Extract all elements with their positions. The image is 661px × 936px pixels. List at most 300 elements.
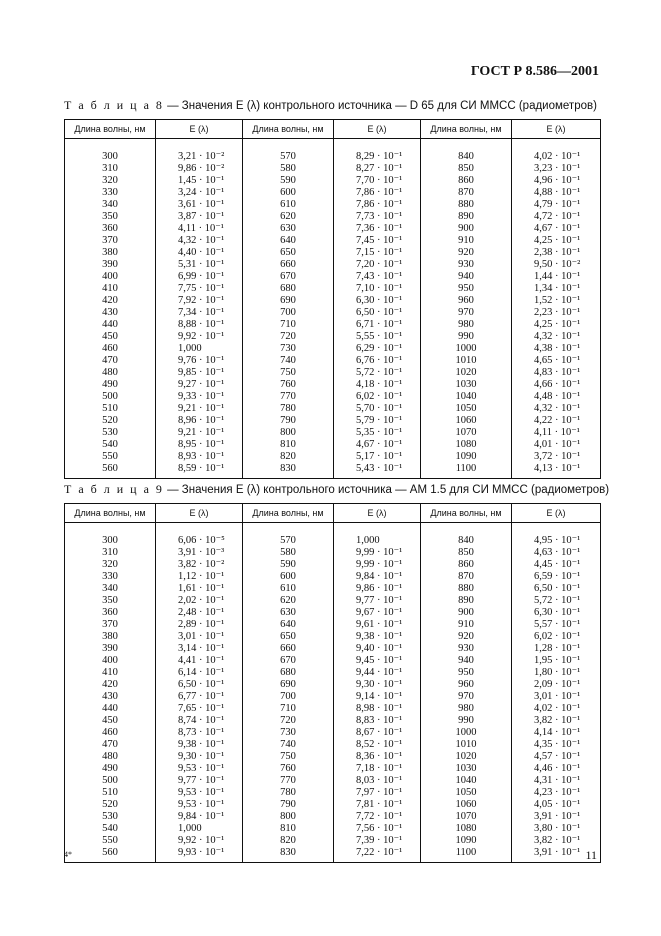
wavelength-cell: 340 (65, 583, 156, 595)
irradiance-value-cell: 4,25 · 10⁻¹ (512, 235, 601, 247)
wavelength-cell: 400 (65, 655, 156, 667)
table8-row (65, 403, 601, 415)
wavelength-cell: 440 (65, 703, 156, 715)
irradiance-value-cell: 4,46 · 10⁻¹ (512, 763, 601, 775)
irradiance-value-cell: 1,000 (156, 343, 243, 355)
wavelength-cell: 1080 (421, 823, 512, 835)
wavelength-cell: 310 (65, 163, 156, 175)
wavelength-cell: 780 (243, 787, 334, 799)
table8-row (65, 283, 601, 295)
irradiance-value-cell: 3,91 · 10⁻¹ (512, 811, 601, 823)
irradiance-value-cell: 5,72 · 10⁻¹ (334, 367, 421, 379)
table8-row (65, 199, 601, 211)
wavelength-cell: 820 (243, 835, 334, 847)
wavelength-cell: 540 (65, 439, 156, 451)
wavelength-cell: 510 (65, 403, 156, 415)
wavelength-cell: 1020 (421, 751, 512, 763)
wavelength-cell: 700 (243, 307, 334, 319)
irradiance-value-cell: 4,23 · 10⁻¹ (512, 787, 601, 799)
table8-header-cell: Длина волны, нм (65, 120, 156, 139)
wavelength-cell: 600 (243, 187, 334, 199)
irradiance-value-cell: 1,000 (156, 823, 243, 835)
wavelength-cell: 710 (243, 703, 334, 715)
wavelength-cell: 1040 (421, 775, 512, 787)
wavelength-cell: 740 (243, 739, 334, 751)
wavelength-cell: 830 (243, 847, 334, 863)
table8-caption-text: — Значения E (λ) контрольного источника — D 65 для СИ ММСС (радиометров) (163, 100, 597, 112)
irradiance-value-cell: 8,74 · 10⁻¹ (156, 715, 243, 727)
irradiance-value-cell: 4,67 · 10⁻¹ (512, 223, 601, 235)
wavelength-cell: 1060 (421, 415, 512, 427)
table8-row (65, 139, 601, 164)
irradiance-value-cell: 9,44 · 10⁻¹ (334, 667, 421, 679)
table9-caption (64, 482, 609, 497)
irradiance-value-cell: 5,35 · 10⁻¹ (334, 427, 421, 439)
table8-row (65, 163, 601, 175)
wavelength-cell: 650 (243, 247, 334, 259)
wavelength-cell: 770 (243, 391, 334, 403)
wavelength-cell: 840 (421, 139, 512, 164)
irradiance-value-cell: 8,67 · 10⁻¹ (334, 727, 421, 739)
wavelength-cell: 750 (243, 751, 334, 763)
wavelength-cell: 800 (243, 811, 334, 823)
irradiance-value-cell: 9,45 · 10⁻¹ (334, 655, 421, 667)
wavelength-cell: 1000 (421, 727, 512, 739)
table9-row (65, 595, 601, 607)
irradiance-value-cell: 4,41 · 10⁻¹ (156, 655, 243, 667)
wavelength-cell: 520 (65, 799, 156, 811)
wavelength-cell: 860 (421, 559, 512, 571)
table8-row (65, 427, 601, 439)
wavelength-cell: 840 (421, 523, 512, 548)
table9-header-cell: Длина волны, нм (243, 504, 334, 523)
wavelength-cell: 770 (243, 775, 334, 787)
wavelength-cell: 680 (243, 283, 334, 295)
irradiance-value-cell: 7,10 · 10⁻¹ (334, 283, 421, 295)
irradiance-value-cell: 4,32 · 10⁻¹ (512, 331, 601, 343)
wavelength-cell: 720 (243, 331, 334, 343)
wavelength-cell: 590 (243, 559, 334, 571)
table9-row (65, 787, 601, 799)
wavelength-cell: 300 (65, 523, 156, 548)
wavelength-cell: 550 (65, 451, 156, 463)
irradiance-value-cell: 4,11 · 10⁻¹ (156, 223, 243, 235)
irradiance-value-cell: 8,96 · 10⁻¹ (156, 415, 243, 427)
wavelength-cell: 750 (243, 367, 334, 379)
irradiance-value-cell: 4,11 · 10⁻¹ (512, 427, 601, 439)
irradiance-value-cell: 7,22 · 10⁻¹ (334, 847, 421, 863)
irradiance-value-cell: 6,76 · 10⁻¹ (334, 355, 421, 367)
irradiance-value-cell: 3,72 · 10⁻¹ (512, 451, 601, 463)
wavelength-cell: 660 (243, 259, 334, 271)
table8-row (65, 175, 601, 187)
irradiance-value-cell: 6,59 · 10⁻¹ (512, 571, 601, 583)
wavelength-cell: 650 (243, 631, 334, 643)
wavelength-cell: 610 (243, 583, 334, 595)
wavelength-cell: 980 (421, 319, 512, 331)
wavelength-cell: 900 (421, 223, 512, 235)
wavelength-cell: 810 (243, 823, 334, 835)
wavelength-cell: 1010 (421, 739, 512, 751)
wavelength-cell: 500 (65, 391, 156, 403)
table9-row (65, 823, 601, 835)
wavelength-cell: 320 (65, 559, 156, 571)
wavelength-cell: 430 (65, 691, 156, 703)
wavelength-cell: 360 (65, 223, 156, 235)
irradiance-value-cell: 9,92 · 10⁻¹ (156, 835, 243, 847)
wavelength-cell: 1070 (421, 427, 512, 439)
irradiance-value-cell: 6,30 · 10⁻¹ (512, 607, 601, 619)
irradiance-value-cell: 7,86 · 10⁻¹ (334, 199, 421, 211)
wavelength-cell: 670 (243, 655, 334, 667)
wavelength-cell: 630 (243, 607, 334, 619)
irradiance-value-cell: 4,88 · 10⁻¹ (512, 187, 601, 199)
wavelength-cell: 1050 (421, 787, 512, 799)
irradiance-value-cell: 3,24 · 10⁻¹ (156, 187, 243, 199)
irradiance-value-cell: 1,12 · 10⁻¹ (156, 571, 243, 583)
wavelength-cell: 470 (65, 355, 156, 367)
irradiance-value-cell: 9,76 · 10⁻¹ (156, 355, 243, 367)
irradiance-value-cell: 3,80 · 10⁻¹ (512, 823, 601, 835)
wavelength-cell: 560 (65, 847, 156, 863)
table8-header-cell: E (λ) (512, 120, 601, 139)
irradiance-value-cell: 9,30 · 10⁻¹ (334, 679, 421, 691)
wavelength-cell: 360 (65, 607, 156, 619)
wavelength-cell: 960 (421, 295, 512, 307)
wavelength-cell: 570 (243, 523, 334, 548)
irradiance-value-cell: 6,30 · 10⁻¹ (334, 295, 421, 307)
wavelength-cell: 410 (65, 667, 156, 679)
irradiance-value-cell: 5,57 · 10⁻¹ (512, 619, 601, 631)
irradiance-value-cell: 9,27 · 10⁻¹ (156, 379, 243, 391)
irradiance-value-cell: 4,95 · 10⁻¹ (512, 523, 601, 548)
irradiance-value-cell: 4,83 · 10⁻¹ (512, 367, 601, 379)
wavelength-cell: 370 (65, 619, 156, 631)
wavelength-cell: 1010 (421, 355, 512, 367)
irradiance-value-cell: 9,92 · 10⁻¹ (156, 331, 243, 343)
wavelength-cell: 620 (243, 211, 334, 223)
irradiance-value-cell: 7,18 · 10⁻¹ (334, 763, 421, 775)
table8-row (65, 379, 601, 391)
wavelength-cell: 420 (65, 679, 156, 691)
irradiance-value-cell: 8,95 · 10⁻¹ (156, 439, 243, 451)
wavelength-cell: 890 (421, 595, 512, 607)
irradiance-value-cell: 4,32 · 10⁻¹ (156, 235, 243, 247)
wavelength-cell: 850 (421, 547, 512, 559)
irradiance-value-cell: 4,32 · 10⁻¹ (512, 403, 601, 415)
wavelength-cell: 520 (65, 415, 156, 427)
table9-row (65, 619, 601, 631)
irradiance-value-cell: 6,50 · 10⁻¹ (156, 679, 243, 691)
irradiance-value-cell: 6,71 · 10⁻¹ (334, 319, 421, 331)
irradiance-value-cell: 8,88 · 10⁻¹ (156, 319, 243, 331)
irradiance-value-cell: 3,82 · 10⁻² (156, 559, 243, 571)
wavelength-cell: 610 (243, 199, 334, 211)
table9-row (65, 571, 601, 583)
irradiance-value-cell: 1,28 · 10⁻¹ (512, 643, 601, 655)
irradiance-value-cell: 4,05 · 10⁻¹ (512, 799, 601, 811)
irradiance-value-cell: 9,38 · 10⁻¹ (334, 631, 421, 643)
irradiance-value-cell: 4,35 · 10⁻¹ (512, 739, 601, 751)
wavelength-cell: 1100 (421, 463, 512, 479)
page-signature-mark: 4* (64, 850, 72, 859)
irradiance-value-cell: 7,36 · 10⁻¹ (334, 223, 421, 235)
wavelength-cell: 640 (243, 619, 334, 631)
table9-row (65, 631, 601, 643)
irradiance-value-cell: 3,82 · 10⁻¹ (512, 715, 601, 727)
table9-row (65, 679, 601, 691)
irradiance-value-cell: 5,70 · 10⁻¹ (334, 403, 421, 415)
irradiance-value-cell: 4,67 · 10⁻¹ (334, 439, 421, 451)
table8-row (65, 439, 601, 451)
irradiance-value-cell: 9,53 · 10⁻¹ (156, 799, 243, 811)
table8 (64, 119, 601, 479)
wavelength-cell: 940 (421, 655, 512, 667)
irradiance-value-cell: 9,14 · 10⁻¹ (334, 691, 421, 703)
wavelength-cell: 350 (65, 595, 156, 607)
irradiance-value-cell: 4,79 · 10⁻¹ (512, 199, 601, 211)
wavelength-cell: 380 (65, 247, 156, 259)
wavelength-cell: 970 (421, 691, 512, 703)
irradiance-value-cell: 6,02 · 10⁻¹ (512, 631, 601, 643)
wavelength-cell: 730 (243, 343, 334, 355)
irradiance-value-cell: 9,99 · 10⁻¹ (334, 547, 421, 559)
wavelength-cell: 900 (421, 607, 512, 619)
irradiance-value-cell: 9,21 · 10⁻¹ (156, 427, 243, 439)
wavelength-cell: 740 (243, 355, 334, 367)
irradiance-value-cell: 4,14 · 10⁻¹ (512, 727, 601, 739)
irradiance-value-cell: 3,91 · 10⁻¹ (512, 847, 601, 863)
table9-row (65, 835, 601, 847)
wavelength-cell: 830 (243, 463, 334, 479)
wavelength-cell: 580 (243, 547, 334, 559)
wavelength-cell: 330 (65, 571, 156, 583)
wavelength-cell: 390 (65, 643, 156, 655)
table8-header-cell: Длина волны, нм (243, 120, 334, 139)
irradiance-value-cell: 4,72 · 10⁻¹ (512, 211, 601, 223)
irradiance-value-cell: 4,18 · 10⁻¹ (334, 379, 421, 391)
table8-row (65, 223, 601, 235)
irradiance-value-cell: 2,09 · 10⁻¹ (512, 679, 601, 691)
table8-row (65, 271, 601, 283)
irradiance-value-cell: 7,72 · 10⁻¹ (334, 811, 421, 823)
wavelength-cell: 570 (243, 139, 334, 164)
table9-header-cell: Длина волны, нм (65, 504, 156, 523)
irradiance-value-cell: 6,29 · 10⁻¹ (334, 343, 421, 355)
irradiance-value-cell: 5,55 · 10⁻¹ (334, 331, 421, 343)
irradiance-value-cell: 9,30 · 10⁻¹ (156, 751, 243, 763)
irradiance-value-cell: 2,23 · 10⁻¹ (512, 307, 601, 319)
irradiance-value-cell: 4,02 · 10⁻¹ (512, 139, 601, 164)
irradiance-value-cell: 8,83 · 10⁻¹ (334, 715, 421, 727)
wavelength-cell: 350 (65, 211, 156, 223)
irradiance-value-cell: 4,45 · 10⁻¹ (512, 559, 601, 571)
wavelength-cell: 920 (421, 631, 512, 643)
wavelength-cell: 670 (243, 271, 334, 283)
irradiance-value-cell: 5,17 · 10⁻¹ (334, 451, 421, 463)
wavelength-cell: 390 (65, 259, 156, 271)
wavelength-cell: 950 (421, 283, 512, 295)
irradiance-value-cell: 9,85 · 10⁻¹ (156, 367, 243, 379)
irradiance-value-cell: 4,31 · 10⁻¹ (512, 775, 601, 787)
wavelength-cell: 890 (421, 211, 512, 223)
table9-row (65, 547, 601, 559)
irradiance-value-cell: 8,98 · 10⁻¹ (334, 703, 421, 715)
wavelength-cell: 990 (421, 715, 512, 727)
irradiance-value-cell: 3,01 · 10⁻¹ (156, 631, 243, 643)
wavelength-cell: 440 (65, 319, 156, 331)
irradiance-value-cell: 3,91 · 10⁻³ (156, 547, 243, 559)
irradiance-value-cell: 2,48 · 10⁻¹ (156, 607, 243, 619)
wavelength-cell: 910 (421, 235, 512, 247)
table8-row (65, 331, 601, 343)
table9-row (65, 559, 601, 571)
irradiance-value-cell: 4,40 · 10⁻¹ (156, 247, 243, 259)
wavelength-cell: 930 (421, 643, 512, 655)
irradiance-value-cell: 9,93 · 10⁻¹ (156, 847, 243, 863)
irradiance-value-cell: 7,15 · 10⁻¹ (334, 247, 421, 259)
irradiance-value-cell: 4,01 · 10⁻¹ (512, 439, 601, 451)
wavelength-cell: 510 (65, 787, 156, 799)
irradiance-value-cell: 9,84 · 10⁻¹ (334, 571, 421, 583)
irradiance-value-cell: 4,02 · 10⁻¹ (512, 703, 601, 715)
irradiance-value-cell: 7,65 · 10⁻¹ (156, 703, 243, 715)
wavelength-cell: 450 (65, 331, 156, 343)
irradiance-value-cell: 1,95 · 10⁻¹ (512, 655, 601, 667)
irradiance-value-cell: 8,52 · 10⁻¹ (334, 739, 421, 751)
wavelength-cell: 660 (243, 643, 334, 655)
wavelength-cell: 340 (65, 199, 156, 211)
irradiance-value-cell: 4,48 · 10⁻¹ (512, 391, 601, 403)
table8-header-cell: E (λ) (334, 120, 421, 139)
wavelength-cell: 1060 (421, 799, 512, 811)
irradiance-value-cell: 7,86 · 10⁻¹ (334, 187, 421, 199)
table9-row (65, 763, 601, 775)
irradiance-value-cell: 7,92 · 10⁻¹ (156, 295, 243, 307)
table8-row (65, 451, 601, 463)
irradiance-value-cell: 4,63 · 10⁻¹ (512, 547, 601, 559)
irradiance-value-cell: 1,34 · 10⁻¹ (512, 283, 601, 295)
table9-row (65, 727, 601, 739)
irradiance-value-cell: 7,56 · 10⁻¹ (334, 823, 421, 835)
irradiance-value-cell: 8,36 · 10⁻¹ (334, 751, 421, 763)
wavelength-cell: 930 (421, 259, 512, 271)
table9-row (65, 667, 601, 679)
irradiance-value-cell: 6,06 · 10⁻⁵ (156, 523, 243, 548)
table8-row (65, 187, 601, 199)
wavelength-cell: 320 (65, 175, 156, 187)
table8-row (65, 211, 601, 223)
table8-row (65, 247, 601, 259)
irradiance-value-cell: 1,000 (334, 523, 421, 548)
wavelength-cell: 490 (65, 763, 156, 775)
irradiance-value-cell: 6,50 · 10⁻¹ (334, 307, 421, 319)
irradiance-value-cell: 5,72 · 10⁻¹ (512, 595, 601, 607)
irradiance-value-cell: 7,20 · 10⁻¹ (334, 259, 421, 271)
irradiance-value-cell: 9,53 · 10⁻¹ (156, 787, 243, 799)
table9-row (65, 751, 601, 763)
table9-header-cell: Длина волны, нм (421, 504, 512, 523)
irradiance-value-cell: 9,67 · 10⁻¹ (334, 607, 421, 619)
irradiance-value-cell: 2,38 · 10⁻¹ (512, 247, 601, 259)
table9-header-cell: E (λ) (334, 504, 421, 523)
table8-row (65, 307, 601, 319)
wavelength-cell: 760 (243, 379, 334, 391)
table9-row (65, 583, 601, 595)
wavelength-cell: 400 (65, 271, 156, 283)
irradiance-value-cell: 2,02 · 10⁻¹ (156, 595, 243, 607)
table8-row (65, 391, 601, 403)
irradiance-value-cell: 3,82 · 10⁻¹ (512, 835, 601, 847)
wavelength-cell: 470 (65, 739, 156, 751)
wavelength-cell: 990 (421, 331, 512, 343)
wavelength-cell: 1090 (421, 451, 512, 463)
irradiance-value-cell: 9,86 · 10⁻¹ (334, 583, 421, 595)
wavelength-cell: 870 (421, 187, 512, 199)
irradiance-value-cell: 4,96 · 10⁻¹ (512, 175, 601, 187)
wavelength-cell: 640 (243, 235, 334, 247)
wavelength-cell: 310 (65, 547, 156, 559)
irradiance-value-cell: 1,61 · 10⁻¹ (156, 583, 243, 595)
table9-row (65, 691, 601, 703)
table8-row (65, 463, 601, 479)
irradiance-value-cell: 6,14 · 10⁻¹ (156, 667, 243, 679)
wavelength-cell: 730 (243, 727, 334, 739)
wavelength-cell: 450 (65, 715, 156, 727)
wavelength-cell: 480 (65, 751, 156, 763)
wavelength-cell: 850 (421, 163, 512, 175)
wavelength-cell: 970 (421, 307, 512, 319)
table8-row (65, 367, 601, 379)
wavelength-cell: 1100 (421, 847, 512, 863)
wavelength-cell: 980 (421, 703, 512, 715)
wavelength-cell: 690 (243, 679, 334, 691)
irradiance-value-cell: 7,75 · 10⁻¹ (156, 283, 243, 295)
wavelength-cell: 780 (243, 403, 334, 415)
irradiance-value-cell: 1,52 · 10⁻¹ (512, 295, 601, 307)
wavelength-cell: 410 (65, 283, 156, 295)
irradiance-value-cell: 9,38 · 10⁻¹ (156, 739, 243, 751)
table8-row (65, 355, 601, 367)
table9-row (65, 715, 601, 727)
table8-row (65, 259, 601, 271)
irradiance-value-cell: 7,45 · 10⁻¹ (334, 235, 421, 247)
wavelength-cell: 880 (421, 583, 512, 595)
irradiance-value-cell: 7,73 · 10⁻¹ (334, 211, 421, 223)
table9-row (65, 643, 601, 655)
irradiance-value-cell: 1,44 · 10⁻¹ (512, 271, 601, 283)
table8-row (65, 235, 601, 247)
wavelength-cell: 500 (65, 775, 156, 787)
table8-caption-lead: Т а б л и ц а 8 (64, 98, 164, 112)
irradiance-value-cell: 3,23 · 10⁻¹ (512, 163, 601, 175)
irradiance-value-cell: 6,50 · 10⁻¹ (512, 583, 601, 595)
wavelength-cell: 1000 (421, 343, 512, 355)
irradiance-value-cell: 3,21 · 10⁻² (156, 139, 243, 164)
wavelength-cell: 910 (421, 619, 512, 631)
irradiance-value-cell: 8,29 · 10⁻¹ (334, 139, 421, 164)
table9-row (65, 811, 601, 823)
wavelength-cell: 300 (65, 139, 156, 164)
irradiance-value-cell: 3,61 · 10⁻¹ (156, 199, 243, 211)
table8-row (65, 295, 601, 307)
wavelength-cell: 540 (65, 823, 156, 835)
table9-row (65, 523, 601, 548)
irradiance-value-cell: 9,77 · 10⁻¹ (156, 775, 243, 787)
irradiance-value-cell: 3,87 · 10⁻¹ (156, 211, 243, 223)
wavelength-cell: 590 (243, 175, 334, 187)
page-number: 11 (585, 848, 597, 862)
